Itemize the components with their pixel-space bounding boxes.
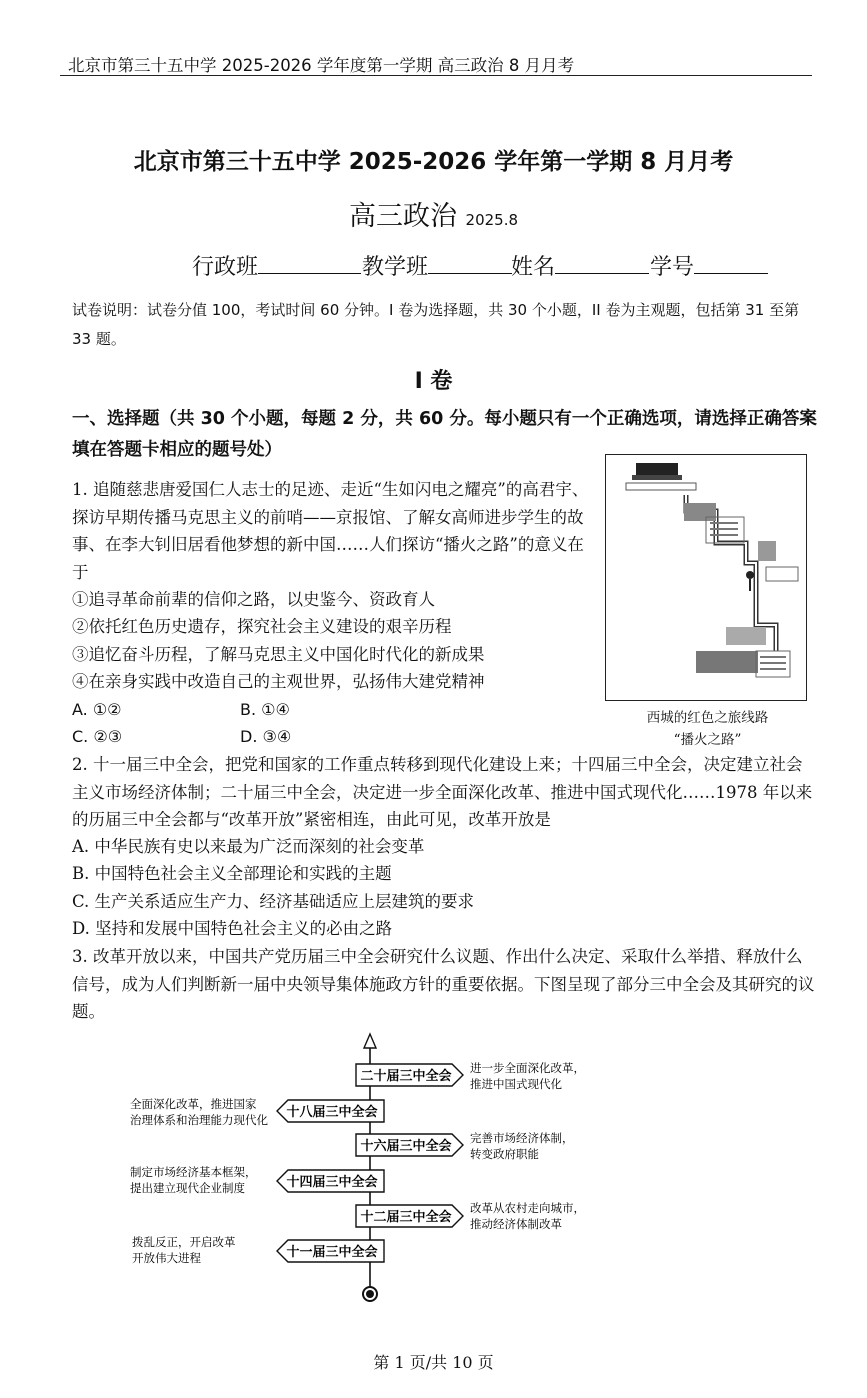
info-field-teaching-class: 教学班 — [362, 250, 512, 281]
svg-text:治理体系和治理能力现代化: 治理体系和治理能力现代化 — [130, 1113, 268, 1127]
timeline-node — [356, 1131, 574, 1161]
svg-text:十八届三中全会: 十八届三中全会 — [286, 1105, 378, 1120]
figure-caption: 西城的红色之旅线路 “播火之路” — [646, 710, 769, 748]
question-1-item: ①追寻革命前辈的信仰之路，以史鉴今、资政育人 — [72, 590, 435, 609]
timeline-node — [130, 1165, 384, 1195]
svg-text:十二届三中全会: 十二届三中全会 — [360, 1210, 452, 1225]
svg-text:全面深化改革，推进国家: 全面深化改革，推进国家 — [130, 1097, 257, 1111]
svg-text:拨乱反正，开启改革: 拨乱反正，开启改革 — [132, 1235, 236, 1249]
exam-subtitle — [0, 194, 867, 233]
info-field-class: 行政班 — [192, 250, 361, 281]
timeline-node — [356, 1201, 585, 1231]
question-2-stem: 2. 十一届三中全会，把党和国家的工作重点转移到现代化建设上来；十四届三中全会，决定建立社会主义市场经济体制；二十届三中全会，决定进一步全面深化改革、推进中国式现代化……1978 年以来的历届三中全会都与“改革开放”紧密相连，由此可见，改革开放是 — [72, 755, 813, 829]
svg-text:十四届三中全会: 十四届三中全会 — [286, 1175, 378, 1190]
timeline-node — [130, 1097, 384, 1127]
timeline-node — [356, 1061, 585, 1091]
question-1-item: ④在亲身实践中改造自己的主观世界，弘扬伟大建党精神 — [72, 672, 485, 691]
svg-text:开放伟大进程: 开放伟大进程 — [132, 1251, 201, 1265]
svg-text:改革从农村走向城市，: 改革从农村走向城市， — [470, 1201, 585, 1215]
exam-instructions: 试卷说明：试卷分值 100，考试时间 60 分钟。I 卷为选择题，共 30 个小题，II 卷为主观题，包括第 31 至第 33 题。 — [72, 301, 800, 348]
svg-text:完善市场经济体制，: 完善市场经济体制， — [470, 1131, 574, 1145]
volume-heading: I 卷 — [414, 369, 453, 394]
running-header: 北京市第三十五中学 2025-2026 学年度第一学期 高三政治 8 月月考 — [68, 56, 575, 75]
svg-text:进一步全面深化改革，: 进一步全面深化改革， — [470, 1061, 585, 1075]
teaching-class-blank[interactable] — [428, 253, 512, 274]
svg-text:转变政府职能: 转变政府职能 — [470, 1147, 539, 1161]
question-1-item: ②依托红色历史遗存，探究社会主义建设的艰辛历程 — [72, 617, 452, 636]
third-plenum-timeline — [120, 1030, 620, 1305]
class-blank[interactable] — [258, 253, 361, 274]
section-title: 一、选择题（共 30 个小题，每题 2 分，共 60 分。每小题只有一个正确选项，请选择正确答案填在答题卡相应的题号处） — [72, 409, 817, 460]
svg-text:推动经济体制改革: 推动经济体制改革 — [470, 1217, 562, 1231]
svg-text:二十届三中全会: 二十届三中全会 — [360, 1069, 452, 1084]
name-blank[interactable] — [555, 253, 649, 274]
svg-text:提出建立现代企业制度: 提出建立现代企业制度 — [130, 1181, 245, 1195]
info-field-name: 姓名 — [511, 250, 649, 281]
question-1-item: ③追忆奋斗历程，了解马克思主义中国化时代化的新成果 — [72, 645, 485, 664]
svg-text:十一届三中全会: 十一届三中全会 — [286, 1245, 378, 1260]
question-1-option-b[interactable]: B. ①④ — [240, 700, 290, 719]
exam-date: 2025.8 — [465, 211, 519, 229]
question-2-option-b[interactable]: B. 中国特色社会主义全部理论和实践的主题 — [72, 864, 392, 883]
question-1-stem: 1. 追随慈悲唐爱国仁人志士的足迹、走近“生如闪电之耀亮”的高君宇、探访早期传播马克思主义的前哨——京报馆、了解女高师进步学生的故事、在李大钊旧居看他梦想的新中国……人们探访“播火之路”的意义在于 — [72, 480, 589, 582]
question-1-option-d[interactable]: D. ③④ — [240, 727, 292, 746]
timeline-arrow — [364, 1034, 376, 1048]
question-3-stem: 3. 改革开放以来，中国共产党历届三中全会研究什么议题、作出什么决定、采取什么举措、释放什么信号，成为人们判断新一届中央领导集体施政方针的重要依据。下图呈现了部分三中全会及其研究的议题。 — [72, 947, 815, 1021]
page-number: 第 1 页/共 10 页 — [373, 1353, 494, 1372]
question-2-option-c[interactable]: C. 生产关系适应生产力、经济基础适应上层建筑的要求 — [72, 892, 475, 911]
info-field-student-id: 学号 — [650, 250, 768, 281]
question-2-option-a[interactable]: A. 中华民族有史以来最为广泛而深刻的社会变革 — [72, 837, 425, 856]
svg-text:制定市场经济基本框架，: 制定市场经济基本框架， — [130, 1165, 257, 1179]
question-1-option-c[interactable]: C. ②③ — [72, 727, 123, 746]
route-illustration — [606, 455, 805, 699]
question-1-option-a[interactable]: A. ①② — [72, 700, 122, 719]
question-2-option-d[interactable]: D. 坚持和发展中国特色社会主义的必由之路 — [72, 919, 393, 938]
subject-name: 高三政治 — [348, 201, 457, 232]
header-divider — [60, 75, 812, 76]
student-id-blank[interactable] — [694, 253, 768, 274]
svg-text:十六届三中全会: 十六届三中全会 — [360, 1139, 452, 1154]
svg-text:推进中国式现代化: 推进中国式现代化 — [470, 1077, 562, 1091]
red-route-map-figure — [605, 454, 807, 701]
timeline-node — [132, 1235, 384, 1265]
exam-title: 北京市第三十五中学 2025-2026 学年第一学期 8 月月考 — [133, 149, 734, 175]
